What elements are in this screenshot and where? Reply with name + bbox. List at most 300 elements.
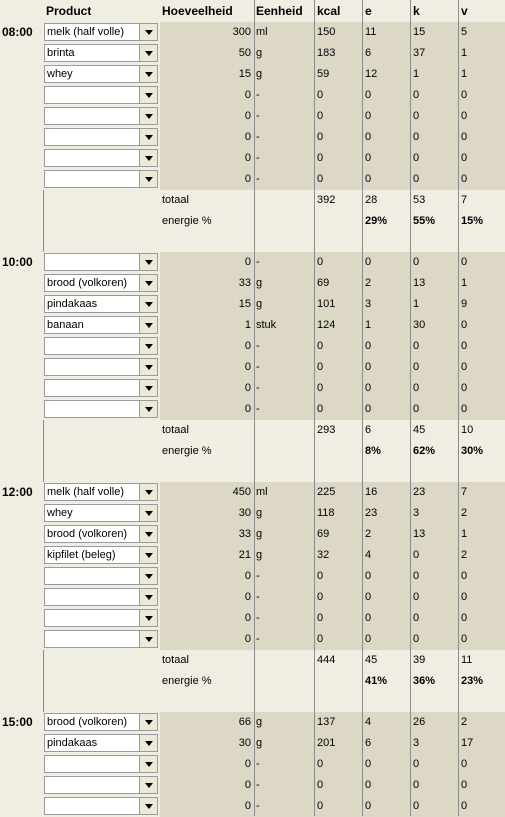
header-k: k <box>413 4 420 18</box>
unit-cell: - <box>256 89 260 101</box>
v-cell: 0 <box>461 382 468 394</box>
chevron-down-icon[interactable] <box>139 317 157 333</box>
total-row <box>0 650 505 671</box>
energy-k: 55% <box>413 215 436 227</box>
product-select[interactable] <box>44 379 158 397</box>
unit-cell: g <box>256 507 263 519</box>
unit-cell: - <box>256 633 260 645</box>
unit-cell: g <box>256 68 263 80</box>
v-cell: 0 <box>461 403 468 415</box>
food-row <box>0 754 505 775</box>
k-cell: 0 <box>413 173 420 185</box>
header-unit: Eenheid <box>256 4 303 18</box>
chevron-down-icon[interactable] <box>139 631 157 647</box>
product-select[interactable] <box>44 107 158 125</box>
product-select[interactable] <box>44 316 158 334</box>
kcal-cell: 225 <box>317 486 336 498</box>
e-cell: 4 <box>365 716 372 728</box>
energy-v: 23% <box>461 675 484 687</box>
unit-cell: - <box>256 758 260 770</box>
unit-cell: g <box>256 47 263 59</box>
total-kcal: 293 <box>317 424 336 436</box>
product-select[interactable] <box>44 713 158 731</box>
quantity-cell: 0 <box>244 633 251 645</box>
energy-label: energie % <box>162 675 212 687</box>
unit-cell: g <box>256 716 263 728</box>
v-cell: 0 <box>461 779 468 791</box>
total-e: 6 <box>365 424 372 436</box>
total-v: 11 <box>461 654 473 666</box>
chevron-down-icon[interactable] <box>139 568 157 584</box>
chevron-down-icon[interactable] <box>139 610 157 626</box>
v-cell: 1 <box>461 47 468 59</box>
food-row <box>0 399 505 420</box>
quantity-cell: 0 <box>244 131 251 143</box>
product-select[interactable] <box>44 170 158 188</box>
chevron-down-icon[interactable] <box>139 714 157 730</box>
chevron-down-icon[interactable] <box>139 87 157 103</box>
e-cell: 0 <box>365 800 372 812</box>
e-cell: 0 <box>365 110 372 122</box>
product-select-value: whey <box>47 507 73 519</box>
v-cell: 2 <box>461 549 468 561</box>
food-row <box>0 378 505 399</box>
kcal-cell: 0 <box>317 110 324 122</box>
chevron-down-icon[interactable] <box>139 756 157 772</box>
energy-e: 29% <box>365 215 388 227</box>
kcal-cell: 0 <box>317 591 324 603</box>
energy-e: 8% <box>365 445 381 457</box>
e-cell: 0 <box>365 382 372 394</box>
kcal-cell: 0 <box>317 800 324 812</box>
totals-border <box>43 190 44 252</box>
e-cell: 1 <box>365 319 372 331</box>
product-select-value: kipfilet (beleg) <box>47 549 116 561</box>
chevron-down-icon[interactable] <box>139 505 157 521</box>
quantity-cell: 450 <box>232 486 251 498</box>
column-divider <box>410 0 411 816</box>
kcal-cell: 0 <box>317 633 324 645</box>
quantity-cell: 30 <box>238 737 251 749</box>
v-cell: 0 <box>461 89 468 101</box>
k-cell: 15 <box>413 26 426 38</box>
kcal-cell: 0 <box>317 89 324 101</box>
total-row <box>0 190 505 211</box>
chevron-down-icon[interactable] <box>139 547 157 563</box>
unit-cell: - <box>256 591 260 603</box>
chevron-down-icon[interactable] <box>139 45 157 61</box>
e-cell: 0 <box>365 758 372 770</box>
quantity-cell: 33 <box>238 528 251 540</box>
unit-cell: g <box>256 549 263 561</box>
chevron-down-icon[interactable] <box>139 526 157 542</box>
v-cell: 17 <box>461 737 474 749</box>
v-cell: 0 <box>461 173 468 185</box>
product-select[interactable] <box>44 504 158 522</box>
chevron-down-icon[interactable] <box>139 24 157 40</box>
unit-cell: g <box>256 277 263 289</box>
energy-row <box>0 671 505 692</box>
v-cell: 0 <box>461 319 468 331</box>
total-kcal: 392 <box>317 194 336 206</box>
e-cell: 0 <box>365 173 372 185</box>
k-cell: 13 <box>413 528 426 540</box>
chevron-down-icon[interactable] <box>139 380 157 396</box>
product-select[interactable] <box>44 797 158 815</box>
v-cell: 1 <box>461 528 468 540</box>
food-row <box>0 796 505 817</box>
v-cell: 1 <box>461 277 468 289</box>
k-cell: 1 <box>413 298 420 310</box>
unit-cell: ml <box>256 26 268 38</box>
kcal-cell: 0 <box>317 340 324 352</box>
e-cell: 0 <box>365 89 372 101</box>
v-cell: 0 <box>461 758 468 770</box>
k-cell: 0 <box>413 131 420 143</box>
food-row <box>0 733 505 754</box>
header-e: e <box>365 4 372 18</box>
product-select[interactable] <box>44 400 158 418</box>
chevron-down-icon[interactable] <box>139 798 157 814</box>
quantity-cell: 15 <box>238 68 251 80</box>
unit-cell: - <box>256 131 260 143</box>
quantity-cell: 0 <box>244 570 251 582</box>
header-v: v <box>461 4 468 18</box>
energy-k: 36% <box>413 675 436 687</box>
food-row <box>0 629 505 650</box>
food-row <box>0 43 505 64</box>
kcal-cell: 101 <box>317 298 336 310</box>
totals-border <box>43 420 44 482</box>
chevron-down-icon[interactable] <box>139 484 157 500</box>
quantity-cell: 0 <box>244 340 251 352</box>
total-k: 53 <box>413 194 426 206</box>
k-cell: 0 <box>413 633 420 645</box>
chevron-down-icon[interactable] <box>139 108 157 124</box>
food-row <box>0 608 505 629</box>
chevron-down-icon[interactable] <box>139 66 157 82</box>
k-cell: 0 <box>413 800 420 812</box>
product-select-value: brood (volkoren) <box>47 528 128 540</box>
food-row <box>0 482 505 503</box>
food-row <box>0 127 505 148</box>
quantity-cell: 0 <box>244 800 251 812</box>
quantity-cell: 1 <box>244 319 251 331</box>
quantity-cell: 0 <box>244 612 251 624</box>
quantity-cell: 33 <box>238 277 251 289</box>
quantity-cell: 66 <box>238 716 251 728</box>
food-row <box>0 85 505 106</box>
product-select-value: brinta <box>47 47 75 59</box>
kcal-cell: 0 <box>317 382 324 394</box>
food-row <box>0 712 505 733</box>
e-cell: 2 <box>365 528 372 540</box>
e-cell: 12 <box>365 68 378 80</box>
kcal-cell: 137 <box>317 716 336 728</box>
k-cell: 23 <box>413 486 426 498</box>
v-cell: 0 <box>461 152 468 164</box>
product-select[interactable] <box>44 44 158 62</box>
total-v: 10 <box>461 424 474 436</box>
quantity-cell: 0 <box>244 382 251 394</box>
product-select[interactable] <box>44 86 158 104</box>
k-cell: 3 <box>413 737 420 749</box>
meal-time: 12:00 <box>2 485 33 499</box>
food-row <box>0 169 505 190</box>
kcal-cell: 0 <box>317 131 324 143</box>
k-cell: 13 <box>413 277 426 289</box>
energy-row <box>0 211 505 232</box>
kcal-cell: 124 <box>317 319 336 331</box>
e-cell: 0 <box>365 591 372 603</box>
unit-cell: - <box>256 361 260 373</box>
product-select-value: brood (volkoren) <box>47 716 128 728</box>
k-cell: 0 <box>413 256 420 268</box>
kcal-cell: 0 <box>317 570 324 582</box>
meal-time: 10:00 <box>2 255 33 269</box>
k-cell: 0 <box>413 110 420 122</box>
e-cell: 0 <box>365 152 372 164</box>
product-select[interactable] <box>44 149 158 167</box>
energy-k: 62% <box>413 445 436 457</box>
product-select[interactable] <box>44 483 158 501</box>
energy-v: 30% <box>461 445 484 457</box>
chevron-down-icon[interactable] <box>139 735 157 751</box>
e-cell: 6 <box>365 47 372 59</box>
e-cell: 6 <box>365 737 372 749</box>
quantity-cell: 15 <box>238 298 251 310</box>
kcal-cell: 201 <box>317 737 336 749</box>
product-select-value: brood (volkoren) <box>47 277 128 289</box>
v-cell: 5 <box>461 26 468 38</box>
e-cell: 3 <box>365 298 372 310</box>
product-select-value: melk (half volle) <box>47 26 125 38</box>
meal-time: 15:00 <box>2 715 33 729</box>
kcal-cell: 69 <box>317 528 330 540</box>
kcal-cell: 0 <box>317 758 324 770</box>
chevron-down-icon[interactable] <box>139 777 157 793</box>
product-select-value: whey <box>47 68 73 80</box>
quantity-cell: 0 <box>244 758 251 770</box>
v-cell: 2 <box>461 507 468 519</box>
e-cell: 0 <box>365 633 372 645</box>
product-select[interactable] <box>44 609 158 627</box>
product-select[interactable] <box>44 588 158 606</box>
quantity-cell: 300 <box>232 26 251 38</box>
unit-cell: - <box>256 340 260 352</box>
unit-cell: g <box>256 737 263 749</box>
unit-cell: ml <box>256 486 268 498</box>
k-cell: 0 <box>413 382 420 394</box>
energy-row <box>0 441 505 462</box>
chevron-down-icon[interactable] <box>139 150 157 166</box>
chevron-down-icon[interactable] <box>139 129 157 145</box>
product-select[interactable] <box>44 128 158 146</box>
column-divider <box>458 0 459 816</box>
kcal-cell: 0 <box>317 403 324 415</box>
total-e: 28 <box>365 194 378 206</box>
quantity-cell: 0 <box>244 152 251 164</box>
e-cell: 0 <box>365 361 372 373</box>
k-cell: 0 <box>413 403 420 415</box>
kcal-cell: 0 <box>317 612 324 624</box>
v-cell: 0 <box>461 110 468 122</box>
quantity-cell: 50 <box>238 47 251 59</box>
k-cell: 0 <box>413 361 420 373</box>
v-cell: 0 <box>461 570 468 582</box>
food-row <box>0 64 505 85</box>
product-select[interactable] <box>44 295 158 313</box>
header-quantity: Hoeveelheid <box>162 4 233 18</box>
unit-cell: - <box>256 152 260 164</box>
total-kcal: 444 <box>317 654 336 666</box>
food-row <box>0 524 505 545</box>
product-select[interactable] <box>44 253 158 271</box>
product-select[interactable] <box>44 274 158 292</box>
chevron-down-icon[interactable] <box>139 254 157 270</box>
total-label: totaal <box>162 654 189 666</box>
kcal-cell: 0 <box>317 256 324 268</box>
unit-cell: - <box>256 256 260 268</box>
energy-label: energie % <box>162 445 212 457</box>
v-cell: 1 <box>461 68 468 80</box>
food-row <box>0 357 505 378</box>
quantity-cell: 21 <box>238 549 251 561</box>
kcal-cell: 0 <box>317 361 324 373</box>
e-cell: 23 <box>365 507 378 519</box>
e-cell: 0 <box>365 131 372 143</box>
food-row <box>0 315 505 336</box>
k-cell: 0 <box>413 570 420 582</box>
unit-cell: - <box>256 800 260 812</box>
quantity-cell: 0 <box>244 779 251 791</box>
chevron-down-icon[interactable] <box>139 359 157 375</box>
product-select-value: melk (half volle) <box>47 486 125 498</box>
e-cell: 0 <box>365 779 372 791</box>
unit-cell: - <box>256 173 260 185</box>
k-cell: 37 <box>413 47 426 59</box>
product-select[interactable] <box>44 337 158 355</box>
k-cell: 0 <box>413 340 420 352</box>
unit-cell: stuk <box>256 319 277 331</box>
quantity-cell: 0 <box>244 403 251 415</box>
total-v: 7 <box>461 194 468 206</box>
food-row <box>0 273 505 294</box>
v-cell: 0 <box>461 361 468 373</box>
kcal-cell: 118 <box>317 507 335 519</box>
total-row <box>0 420 505 441</box>
e-cell: 0 <box>365 570 372 582</box>
header-kcal: kcal <box>317 4 341 18</box>
column-divider <box>254 0 255 816</box>
food-row <box>0 587 505 608</box>
unit-cell: - <box>256 779 260 791</box>
product-select[interactable] <box>44 630 158 648</box>
product-select[interactable] <box>44 567 158 585</box>
e-cell: 0 <box>365 340 372 352</box>
v-cell: 7 <box>461 486 468 498</box>
totals-border <box>43 650 44 712</box>
e-cell: 0 <box>365 612 372 624</box>
energy-v: 15% <box>461 215 484 227</box>
chevron-down-icon[interactable] <box>139 338 157 354</box>
k-cell: 26 <box>413 716 426 728</box>
unit-cell: - <box>256 382 260 394</box>
product-select[interactable] <box>44 65 158 83</box>
kcal-cell: 0 <box>317 779 324 791</box>
product-select[interactable] <box>44 23 158 41</box>
quantity-cell: 0 <box>244 89 251 101</box>
header-row <box>0 0 505 21</box>
unit-cell: g <box>256 528 263 540</box>
product-select-value: pindakaas <box>47 298 98 310</box>
e-cell: 4 <box>365 549 372 561</box>
chevron-down-icon[interactable] <box>139 275 157 291</box>
unit-cell: - <box>256 570 260 582</box>
food-row <box>0 336 505 357</box>
product-select[interactable] <box>44 546 158 564</box>
v-cell: 0 <box>461 633 468 645</box>
chevron-down-icon[interactable] <box>139 296 157 312</box>
e-cell: 0 <box>365 403 372 415</box>
total-e: 45 <box>365 654 378 666</box>
food-row <box>0 503 505 524</box>
e-cell: 0 <box>365 256 372 268</box>
chevron-down-icon[interactable] <box>139 401 157 417</box>
food-row <box>0 566 505 587</box>
v-cell: 0 <box>461 612 468 624</box>
meal-time: 08:00 <box>2 25 33 39</box>
unit-cell: - <box>256 403 260 415</box>
product-select[interactable] <box>44 776 158 794</box>
product-select[interactable] <box>44 755 158 773</box>
chevron-down-icon[interactable] <box>139 589 157 605</box>
column-divider <box>362 0 363 816</box>
quantity-cell: 0 <box>244 110 251 122</box>
quantity-cell: 0 <box>244 256 251 268</box>
energy-label: energie % <box>162 215 212 227</box>
v-cell: 0 <box>461 131 468 143</box>
k-cell: 30 <box>413 319 426 331</box>
unit-cell: - <box>256 612 260 624</box>
unit-cell: - <box>256 110 260 122</box>
product-select[interactable] <box>44 358 158 376</box>
k-cell: 0 <box>413 612 420 624</box>
total-k: 39 <box>413 654 426 666</box>
e-cell: 11 <box>365 26 377 38</box>
product-select[interactable] <box>44 734 158 752</box>
quantity-cell: 0 <box>244 173 251 185</box>
product-select[interactable] <box>44 525 158 543</box>
v-cell: 0 <box>461 256 468 268</box>
food-row <box>0 252 505 273</box>
column-divider <box>314 0 315 816</box>
product-select-value: banaan <box>47 319 84 331</box>
v-cell: 0 <box>461 800 468 812</box>
header-product: Product <box>46 4 92 18</box>
quantity-cell: 0 <box>244 361 251 373</box>
kcal-cell: 150 <box>317 26 336 38</box>
v-cell: 9 <box>461 298 468 310</box>
kcal-cell: 69 <box>317 277 330 289</box>
k-cell: 0 <box>413 758 420 770</box>
food-row <box>0 294 505 315</box>
unit-cell: g <box>256 298 263 310</box>
k-cell: 0 <box>413 549 420 561</box>
chevron-down-icon[interactable] <box>139 171 157 187</box>
k-cell: 0 <box>413 89 420 101</box>
kcal-cell: 0 <box>317 173 324 185</box>
